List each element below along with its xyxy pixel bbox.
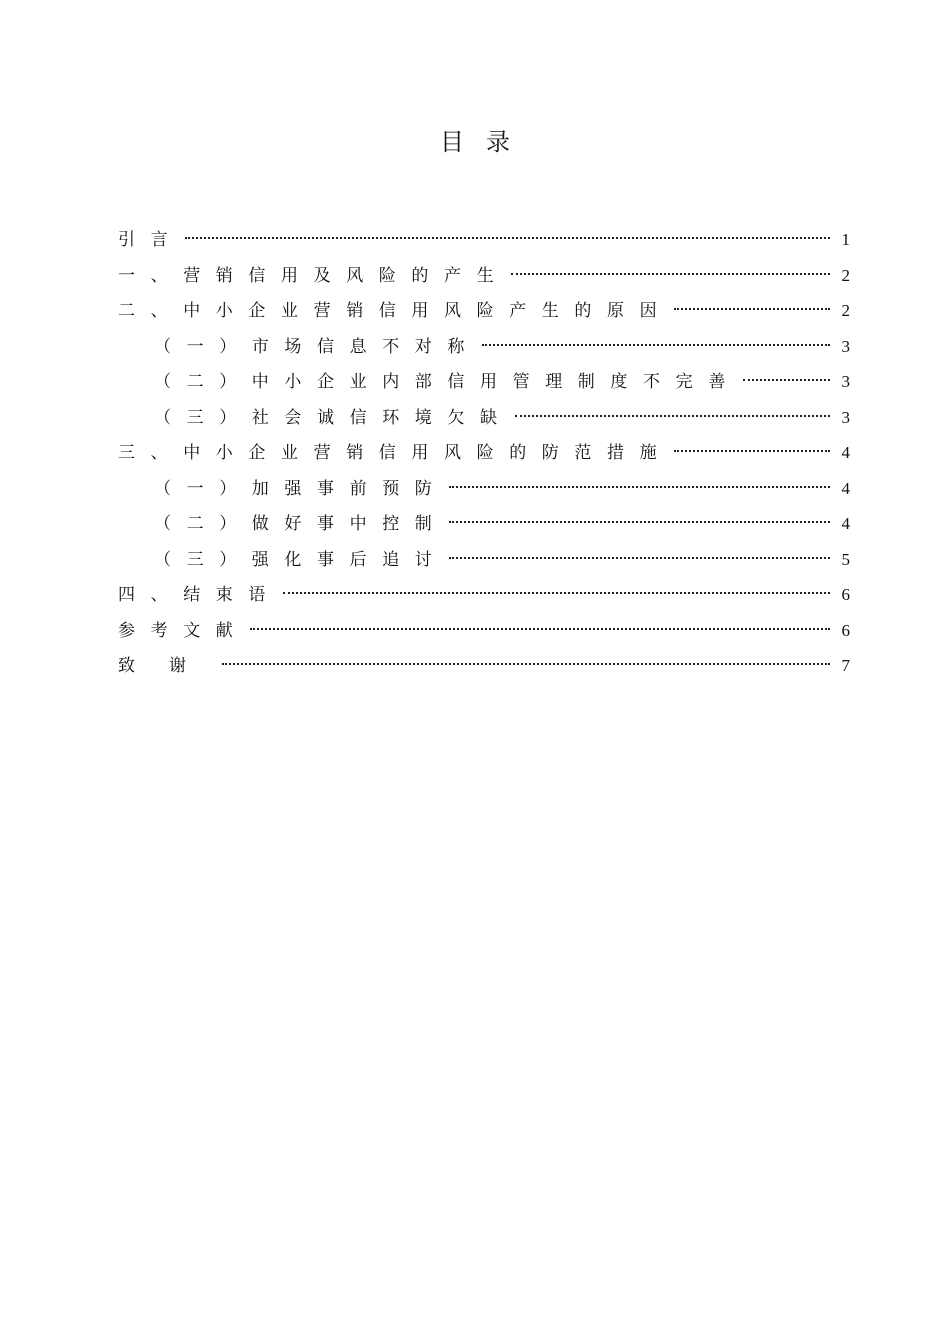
- toc-entry-label: （二）做好事中控制: [154, 514, 448, 534]
- toc-entry-label: 二、中小企业营销信用风险产生的原因: [118, 301, 673, 321]
- toc-entry-page: 3: [841, 336, 850, 356]
- toc-entry[interactable]: [118, 258, 850, 294]
- toc-entry-page: 1: [841, 230, 850, 249]
- toc-list: [118, 222, 850, 684]
- toc-entry-label: 四、结束语: [118, 585, 281, 605]
- toc-entry-page: 7: [841, 656, 850, 675]
- toc-entry-page: 3: [841, 372, 850, 391]
- toc-entry-label: 一、营销信用及风险的产生: [118, 265, 510, 286]
- toc-leader-dots: [743, 379, 830, 381]
- toc-leader-dots: [250, 628, 830, 630]
- toc-entry-label: （三）社会诚信环境欠缺: [154, 407, 513, 428]
- toc-entry-page: 5: [841, 549, 850, 569]
- toc-entry-page: 6: [841, 620, 850, 640]
- toc-leader-dots: [283, 592, 830, 594]
- toc-entry-page: 4: [841, 514, 850, 533]
- toc-subentry[interactable]: [118, 506, 850, 542]
- toc-entry[interactable]: [118, 648, 850, 684]
- toc-subentry[interactable]: [118, 364, 850, 400]
- toc-leader-dots: [674, 308, 830, 310]
- toc-entry[interactable]: [118, 613, 850, 649]
- toc-entry-page: 2: [841, 265, 850, 285]
- toc-leader-dots: [511, 273, 830, 275]
- toc-subentry[interactable]: [118, 542, 850, 578]
- toc-entry-page: 3: [841, 407, 850, 427]
- toc-leader-dots: [449, 486, 830, 488]
- toc-entry-page: 4: [841, 443, 850, 462]
- toc-entry-page: 4: [841, 478, 850, 498]
- toc-entry-label: （一）加强事前预防: [154, 478, 448, 499]
- toc-leader-dots: [482, 344, 830, 346]
- toc-leader-dots: [674, 450, 830, 452]
- toc-subentry[interactable]: [118, 329, 850, 365]
- toc-leader-dots: [449, 521, 830, 523]
- toc-entry-label: 致谢: [118, 656, 220, 676]
- toc-entry[interactable]: [118, 435, 850, 471]
- toc-entry-label: 引言: [118, 230, 184, 250]
- toc-leader-dots: [222, 663, 830, 665]
- toc-entry-page: 2: [841, 301, 850, 320]
- toc-entry-page: 6: [841, 585, 850, 604]
- toc-entry-label: （三）强化事后追讨: [154, 549, 448, 570]
- toc-entry-label: （二）中小企业内部信用管理制度不完善: [154, 372, 741, 392]
- toc-subentry[interactable]: [118, 471, 850, 507]
- toc-leader-dots: [449, 557, 830, 559]
- toc-entry-label: （一）市场信息不对称: [154, 336, 480, 357]
- toc-leader-dots: [185, 237, 830, 239]
- toc-title: 目录: [440, 128, 532, 157]
- toc-entry[interactable]: [118, 293, 850, 329]
- toc-entry[interactable]: [118, 222, 850, 258]
- toc-entry[interactable]: [118, 577, 850, 613]
- toc-entry-label: 三、中小企业营销信用风险的防范措施: [118, 443, 673, 463]
- toc-subentry[interactable]: [118, 400, 850, 436]
- toc-leader-dots: [515, 415, 830, 417]
- toc-entry-label: 参考文献: [118, 620, 249, 641]
